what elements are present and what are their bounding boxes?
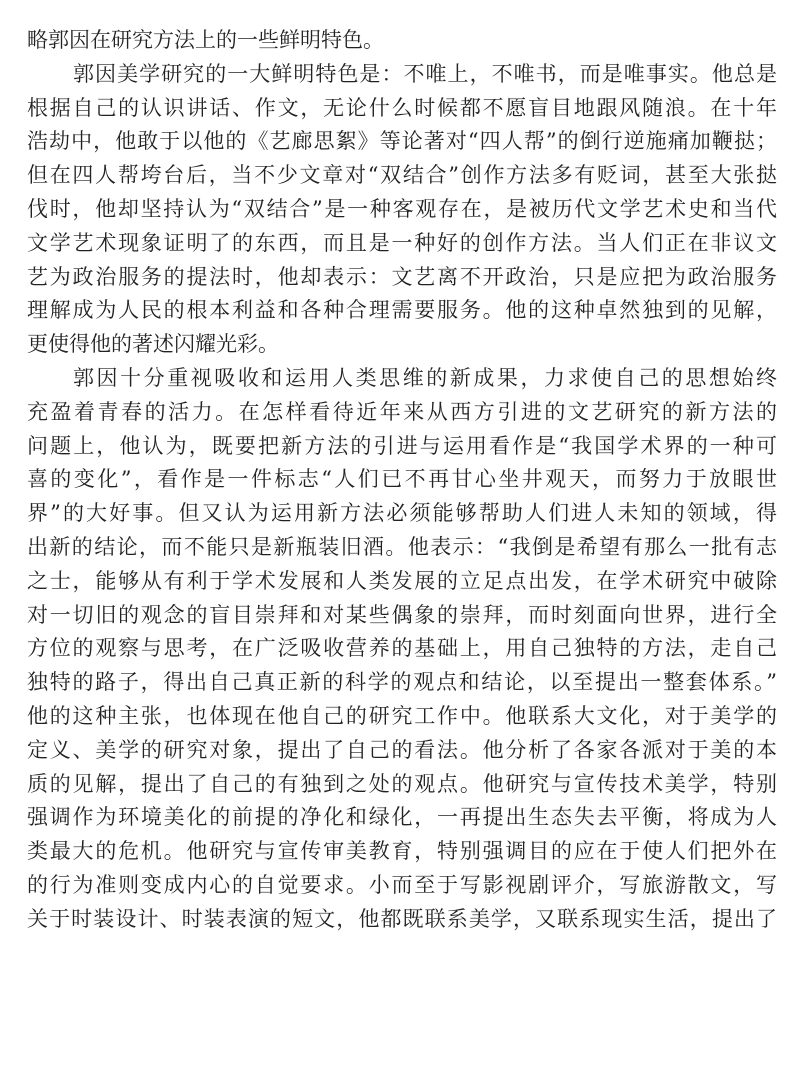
text-line-25: 类最大的危机。他研究与宣传审美教育，特别强调目的应在于使人们把外在 xyxy=(27,839,777,864)
text-line-24: 强调作为环境美化的前提的净化和绿化，一再提出生态失去平衡，将成为人 xyxy=(27,805,777,830)
text-line-8: 艺为政治服务的提法时，他却表示：文艺离不开政治，只是应把为政治服务 xyxy=(27,264,777,289)
text-line-3: 根据自己的认识讲话、作文，无论什么时候都不愿盲目地跟风随浪。在十年 xyxy=(27,95,777,120)
text-line-4: 浩劫中，他敢于以他的《艺廊思絮》等论著对“四人帮”的倒行逆施痛加鞭挞； xyxy=(27,129,777,154)
text-line-22: 定义、美学的研究对象，提出了自己的看法。他分析了各家各派对于美的本 xyxy=(27,737,777,762)
text-line-18: 对一切旧的观念的盲目崇拜和对某些偶象的崇拜，而时刻面向世界，进行全 xyxy=(27,602,777,627)
text-line-17: 之士，能够从有利于学术发展和人类发展的立足点出发，在学术研究中破除 xyxy=(27,568,777,593)
text-line-2: 郭因美学研究的一大鲜明特色是：不唯上，不唯书，而是唯事实。他总是 xyxy=(73,61,777,86)
text-line-21: 他的这种主张，也体现在他自己的研究工作中。他联系大文化，对于美学的 xyxy=(27,703,777,728)
text-line-5: 但在四人帮垮台后，当不少文章对“双结合”创作方法多有贬词，甚至大张挞 xyxy=(27,163,777,188)
text-line-26: 的行为准则变成内心的自觉要求。小而至于写影视剧评介，写旅游散文，写 xyxy=(27,872,777,897)
text-line-7: 文学艺术现象证明了的东西，而且是一种好的创作方法。当人们正在非议文 xyxy=(27,230,777,255)
text-line-9: 理解成为人民的根本利益和各种合理需要服务。他的这种卓然独到的见解， xyxy=(27,298,777,323)
text-line-15: 界”的大好事。但又认为运用新方法必须能够帮助人们进人未知的领域，得 xyxy=(27,501,777,526)
text-line-27: 关于时装设计、时装表演的短文，他都既联系美学，又联系现实生活，提出了 xyxy=(27,906,777,931)
text-line-11: 郭因十分重视吸收和运用人类思维的新成果，力求使自己的思想始终 xyxy=(73,365,777,390)
text-line-23: 质的见解，提出了自己的有独到之处的观点。他研究与宣传技术美学，特别 xyxy=(27,771,777,796)
text-line-13: 问题上，他认为，既要把新方法的引进与运用看作是“我国学术界的一种可 xyxy=(27,433,777,458)
text-line-20: 独特的路子，得出自己真正新的科学的观点和结论，以至提出一整套体系。” xyxy=(27,670,777,695)
text-line-6: 伐时，他却坚持认为“双结合”是一种客观存在，是被历代文学艺术史和当代 xyxy=(27,196,777,221)
text-line-14: 喜的变化”，看作是一件标志“人们已不再甘心坐井观天，而努力于放眼世 xyxy=(27,467,777,492)
text-line-10: 更使得他的著述闪耀光彩。 xyxy=(27,332,279,357)
document-text xyxy=(27,24,777,937)
text-line-12: 充盈着青春的活力。在怎样看待近年来从西方引进的文艺研究的新方法的 xyxy=(27,399,777,424)
text-line-16: 出新的结论，而不能只是新瓶装旧酒。他表示：“我倒是希望有那么一批有志 xyxy=(27,534,777,559)
text-line-1: 略郭因在研究方法上的一些鲜明特色。 xyxy=(27,28,384,52)
text-line-19: 方位的观察与思考，在广泛吸收营养的基础上，用自己独特的方法，走自己 xyxy=(27,636,777,661)
